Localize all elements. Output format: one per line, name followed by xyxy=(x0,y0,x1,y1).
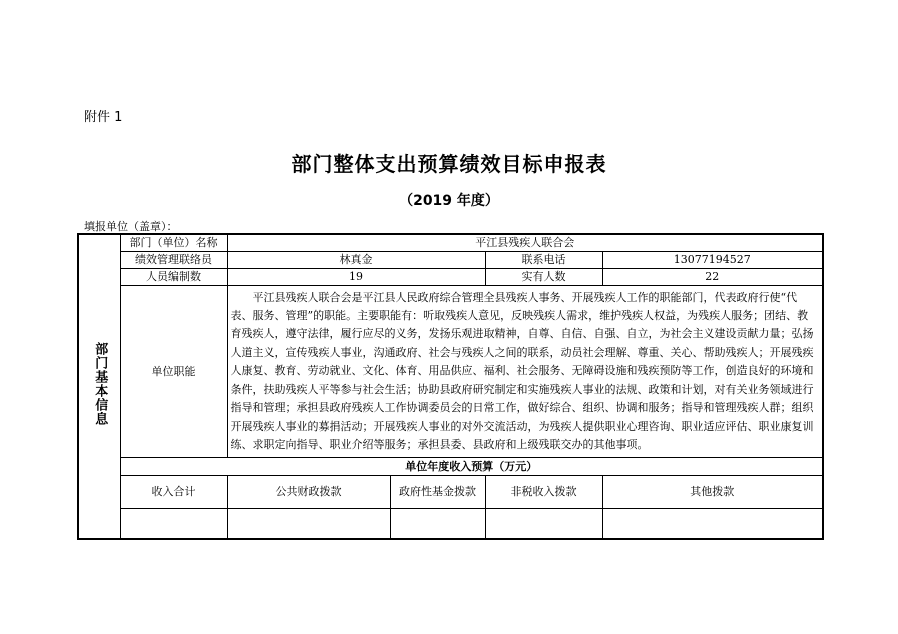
gov-fund-value xyxy=(390,509,485,539)
attachment-label: 附件 1 xyxy=(84,110,123,125)
table-row xyxy=(78,252,823,269)
side-label: 部门基本信息 xyxy=(92,341,108,426)
income-total-value xyxy=(120,509,227,539)
table-row xyxy=(78,269,823,286)
income-total-label: 收入合计 xyxy=(120,476,227,509)
non-tax-label: 非税收入拨款 xyxy=(485,476,602,509)
staff-actual-label: 实有人数 xyxy=(485,269,602,286)
table-row xyxy=(78,286,823,458)
budget-form-table xyxy=(77,233,824,540)
contact-label: 绩效管理联络员 xyxy=(120,252,227,269)
table-row xyxy=(78,458,823,476)
other-value xyxy=(602,509,823,539)
duty-text: 平江县残疾人联合会是平江县人民政府综合管理全县残疾人事务、开展残疾人工作的职能部门，代表政府行使“代表、服务、管理”的职能。主要职能有：听取残疾人意见，反映残疾人需求，维护残疾人权益，为残疾人服务；团结、教育残疾人，遵守法律，履行应尽的义务，发扬乐观进取精神，自尊、自信、自强、自立，为社会主义建设贡献力量；弘扬人道主义，宣传残疾人事业，沟通政府、社会与残疾人之间的联系，动员社会理解、尊重、关心、帮助残疾人；开展残疾人康复、教育、劳动就业、文化、体育、用品供应、福利、社会服务、无障碍设施和残疾预防等工作，创造良好的环境和条件，扶助残疾人平等参与社会生活；协助县政府研究制定和实施残疾人事业的法规、政策和计划，对有关业务领域进行指导和管理；承担县政府残疾人工作协调委员会的日常工作，做好综合、组织、协调和服务；指导和管理残疾人群；组织开展残疾人事业的募捐活动；开展残疾人事业的对外交流活动，为残疾人提供职业心理咨询、职业适应评估、职业康复训练、求职定向指导、职业介绍等服务；承担县委、县政府和上级残联交办的其他事项。 xyxy=(227,286,823,458)
staff-actual-value: 22 xyxy=(602,269,823,286)
page-subtitle: （2019 年度） xyxy=(399,193,499,209)
public-finance-label: 公共财政拨款 xyxy=(227,476,390,509)
gov-fund-label: 政府性基金拨款 xyxy=(390,476,485,509)
dept-name-value: 平江县残疾人联合会 xyxy=(227,234,823,252)
non-tax-value xyxy=(485,509,602,539)
page-title: 部门整体支出预算绩效目标申报表 xyxy=(291,152,607,176)
filler-label: 填报单位（盖章）： xyxy=(84,220,178,233)
phone-value: 13077194527 xyxy=(602,252,823,269)
budget-header: 单位年度收入预算（万元） xyxy=(120,458,823,476)
table-row xyxy=(78,509,823,539)
table-row xyxy=(78,476,823,509)
contact-value: 林真金 xyxy=(227,252,485,269)
duty-label: 单位职能 xyxy=(120,286,227,458)
public-finance-value xyxy=(227,509,390,539)
other-label: 其他拨款 xyxy=(602,476,823,509)
side-label-cell xyxy=(78,234,120,539)
staff-quota-label: 人员编制数 xyxy=(120,269,227,286)
table-row xyxy=(78,234,823,252)
staff-quota-value: 19 xyxy=(227,269,485,286)
phone-label: 联系电话 xyxy=(485,252,602,269)
dept-name-label: 部门（单位）名称 xyxy=(120,234,227,252)
